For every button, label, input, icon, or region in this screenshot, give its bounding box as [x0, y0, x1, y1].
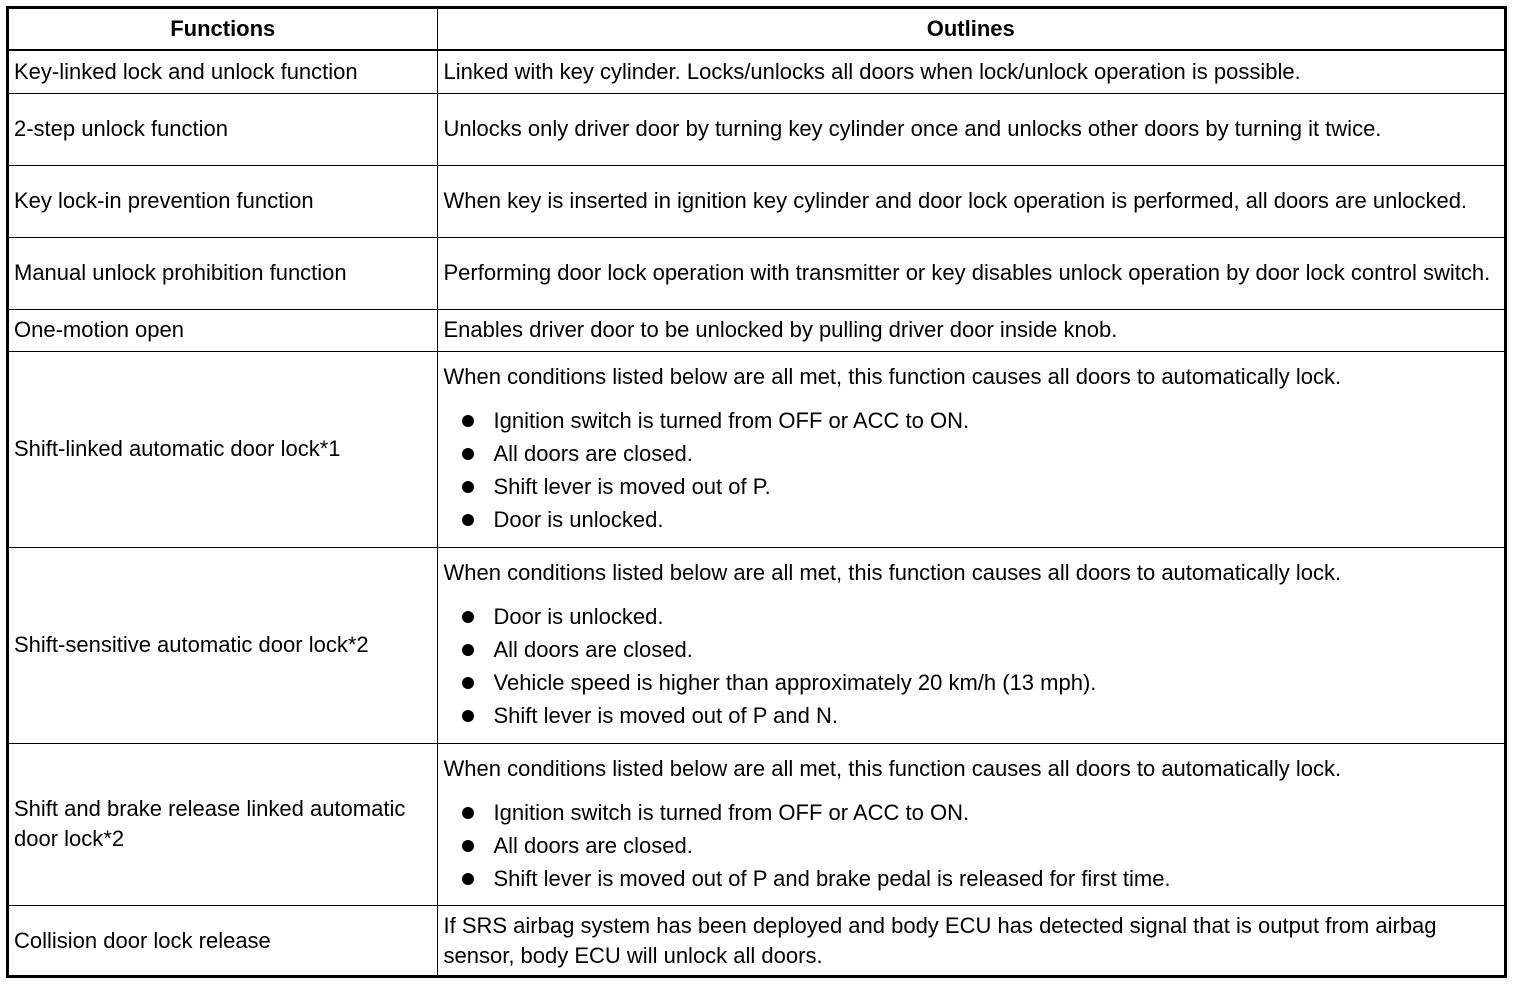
- condition-item: [462, 699, 1499, 732]
- bullet-icon: [462, 481, 474, 493]
- condition-item: [462, 666, 1499, 699]
- bullet-icon: [462, 873, 474, 885]
- bullet-icon: [462, 514, 474, 526]
- condition-text: All doors are closed.: [493, 832, 693, 858]
- table-row: [9, 93, 1504, 165]
- outline-cell: [437, 743, 1504, 905]
- outline-cell: Linked with key cylinder. Locks/unlocks all doors when lock/unlock operation is possible.: [437, 50, 1504, 93]
- table-row: [9, 165, 1504, 237]
- condition-item: [462, 829, 1499, 862]
- condition-item: [462, 633, 1499, 666]
- condition-text: Shift lever is moved out of P.: [493, 474, 771, 499]
- outline-cell: When key is inserted in ignition key cylinder and door lock operation is performed, all doors are unlocked.: [437, 165, 1504, 237]
- condition-text: Door is unlocked.: [493, 507, 664, 532]
- functions-table-frame: [6, 6, 1507, 978]
- outline-intro: When conditions listed below are all met, this function causes all doors to automatically lock.: [443, 364, 1342, 389]
- bullet-icon: [462, 415, 474, 427]
- table-row: [9, 743, 1504, 905]
- function-cell: Key lock-in prevention function: [9, 165, 437, 237]
- table-header-row: [9, 9, 1504, 50]
- condition-text: Ignition switch is turned from OFF or ACC to ON.: [493, 799, 970, 825]
- function-cell: One-motion open: [9, 309, 437, 351]
- outline-cell: [437, 547, 1504, 743]
- table-row: [9, 50, 1504, 93]
- outline-cell: If SRS airbag system has been deployed and body ECU has detected signal that is output from airbag sensor, body ECU will unlock all doors.: [437, 905, 1504, 977]
- function-cell: Key-linked lock and unlock function: [9, 50, 437, 93]
- condition-list: [444, 796, 1499, 895]
- bullet-icon: [462, 448, 474, 460]
- condition-item: [462, 470, 1499, 503]
- condition-item: [462, 437, 1499, 470]
- header-outlines: Outlines: [437, 9, 1504, 50]
- condition-item: [462, 503, 1499, 536]
- bullet-icon: [462, 611, 474, 623]
- condition-item: [462, 404, 1499, 437]
- function-cell: Collision door lock release: [9, 905, 437, 977]
- condition-item: [462, 862, 1499, 895]
- table-row: [9, 905, 1504, 977]
- bullet-icon: [462, 644, 474, 656]
- function-cell: 2-step unlock function: [9, 93, 437, 165]
- functions-table: [9, 9, 1504, 977]
- outline-cell: Enables driver door to be unlocked by pulling driver door inside knob.: [437, 309, 1504, 351]
- function-cell: Shift and brake release linked automatic door lock*2: [9, 743, 437, 905]
- condition-text: All doors are closed.: [493, 637, 693, 662]
- outline-intro: When conditions listed below are all met, this function causes all doors to automatically lock.: [443, 560, 1342, 585]
- outline-intro: When conditions listed below are all met, this function causes all doors to automatically lock.: [443, 755, 1342, 781]
- condition-text: All doors are closed.: [493, 441, 693, 466]
- outline-cell: [437, 351, 1504, 547]
- bullet-icon: [462, 710, 474, 722]
- bullet-icon: [462, 840, 474, 852]
- condition-text: Shift lever is moved out of P and brake pedal is released for first time.: [493, 865, 1171, 891]
- table-row: [9, 237, 1504, 309]
- condition-list: [444, 404, 1499, 536]
- outline-cell: Unlocks only driver door by turning key cylinder once and unlocks other doors by turning it twice.: [437, 93, 1504, 165]
- condition-text: Ignition switch is turned from OFF or ACC to ON.: [493, 408, 970, 433]
- condition-text: Door is unlocked.: [493, 604, 664, 629]
- function-cell: Shift-linked automatic door lock*1: [9, 351, 437, 547]
- function-cell: Manual unlock prohibition function: [9, 237, 437, 309]
- table-row: [9, 351, 1504, 547]
- condition-text: Vehicle speed is higher than approximately 20 km/h (13 mph).: [493, 670, 1097, 695]
- bullet-icon: [462, 677, 474, 689]
- condition-item: [462, 796, 1499, 829]
- outline-cell: Performing door lock operation with transmitter or key disables unlock operation by door lock control switch.: [437, 237, 1504, 309]
- header-functions: Functions: [9, 9, 437, 50]
- condition-item: [462, 600, 1499, 633]
- table-row: [9, 309, 1504, 351]
- condition-list: [444, 600, 1499, 732]
- bullet-icon: [462, 807, 474, 819]
- table-row: [9, 547, 1504, 743]
- condition-text: Shift lever is moved out of P and N.: [493, 703, 838, 728]
- function-cell: Shift-sensitive automatic door lock*2: [9, 547, 437, 743]
